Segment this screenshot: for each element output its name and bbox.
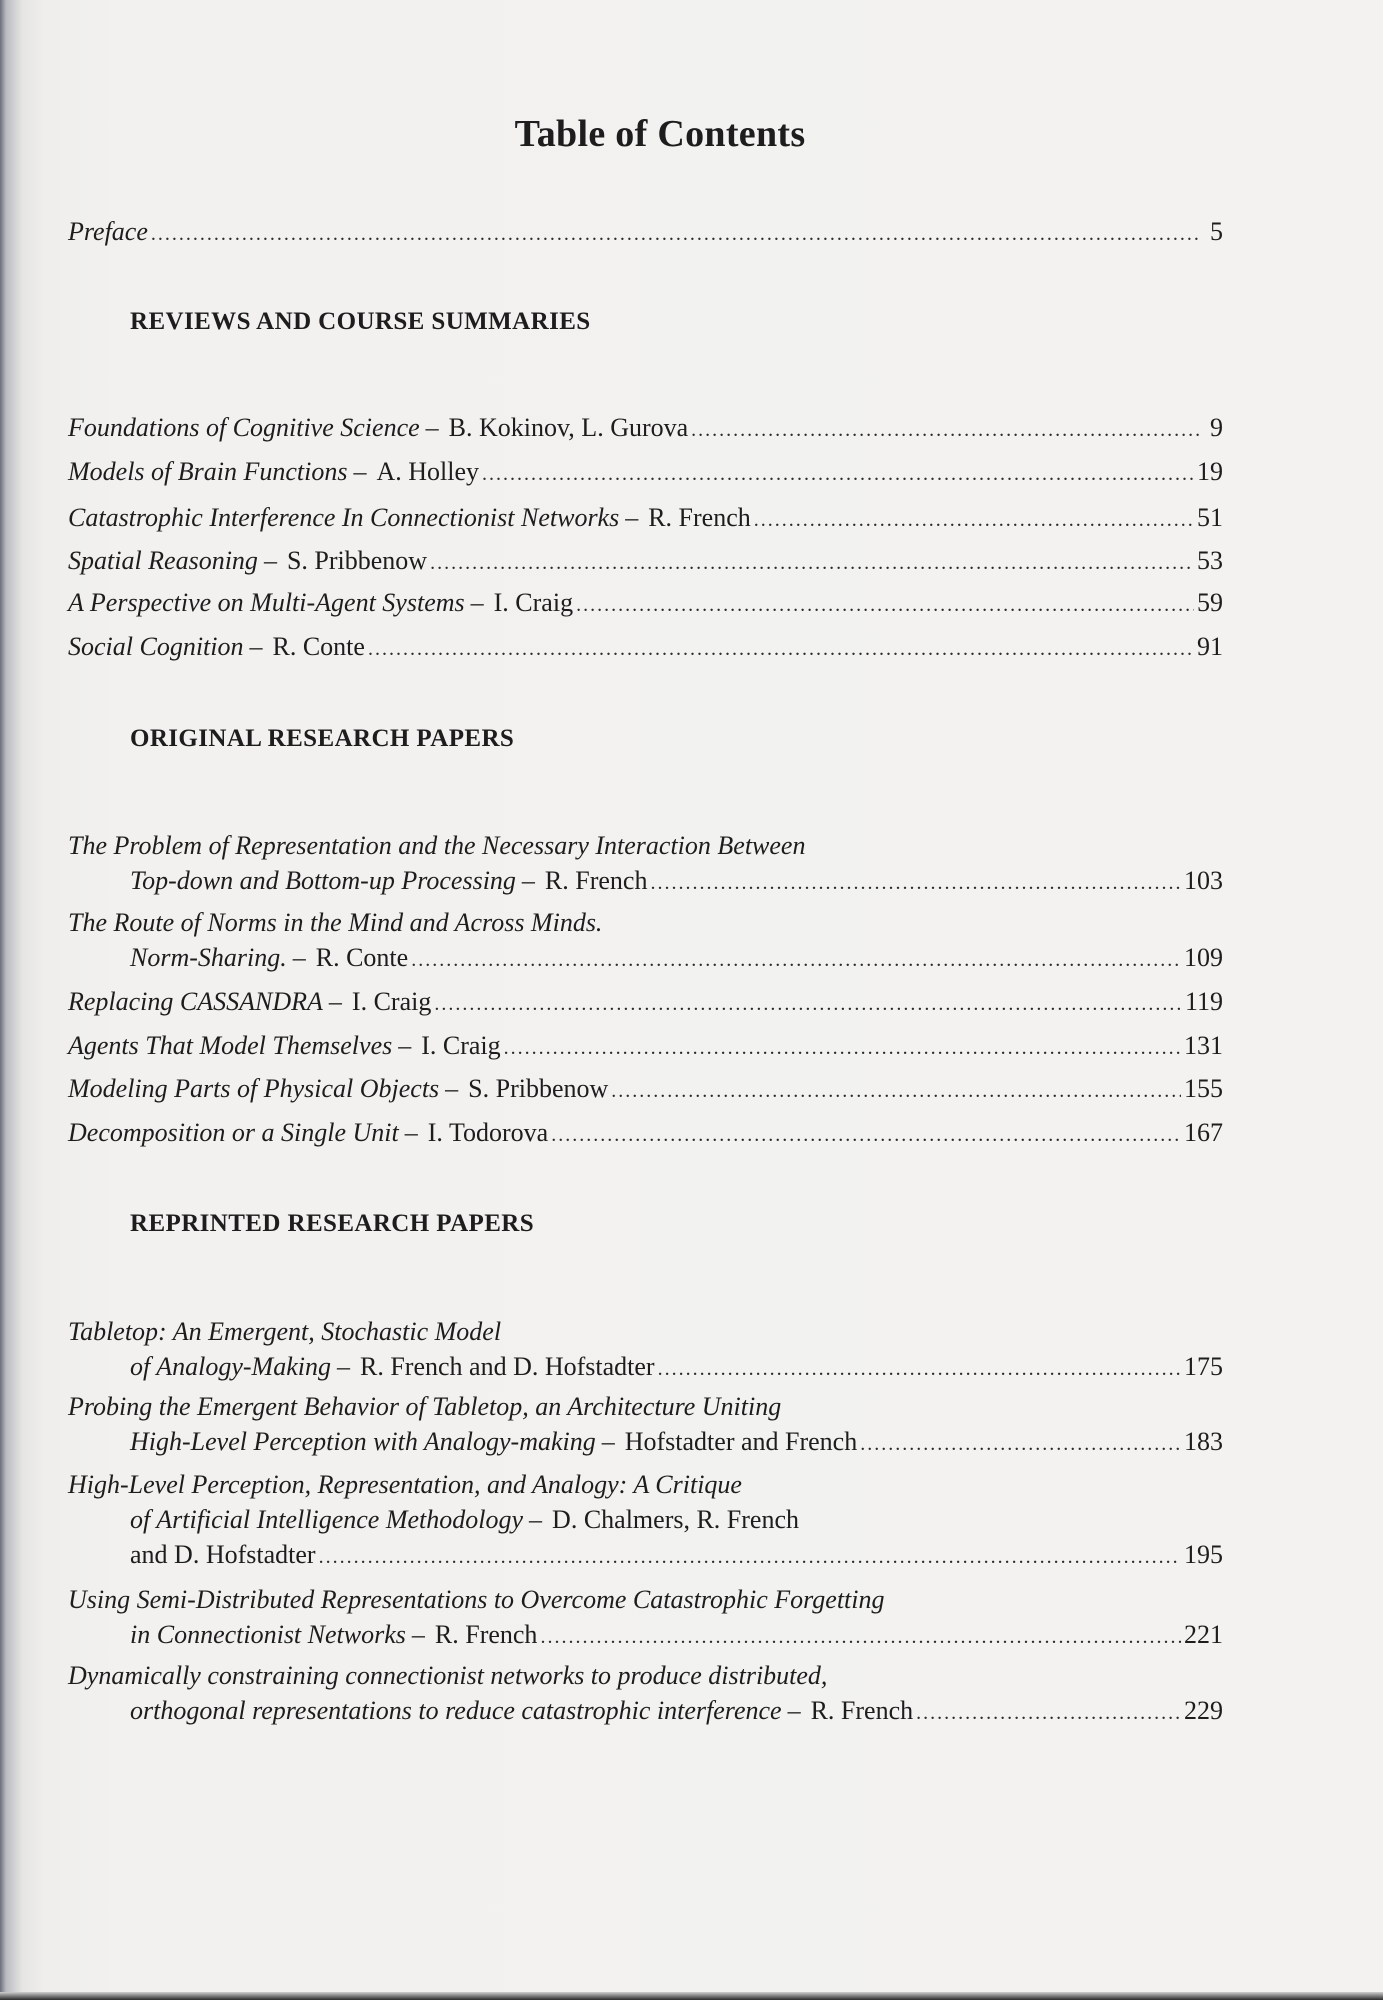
page-number: 155 <box>1184 1074 1223 1103</box>
entry-title: of Artificial Intelligence Methodology <box>130 1505 524 1534</box>
entry-line <box>68 1467 1223 1502</box>
entry-title: A Perspective on Multi-Agent Systems <box>68 588 465 617</box>
entry-title: Spatial Reasoning <box>68 546 258 575</box>
entry-authors: R. French <box>434 1620 538 1649</box>
dot-leader <box>411 943 1181 978</box>
dot-leader <box>430 546 1194 581</box>
entry-authors: I. Todorova <box>427 1118 549 1147</box>
entry-title: of Analogy-Making <box>130 1352 331 1381</box>
dot-leader <box>576 588 1194 623</box>
entry-authors: S. Pribbenow <box>286 546 428 575</box>
toc-entry <box>68 454 1223 489</box>
page-number: 175 <box>1184 1352 1223 1381</box>
page-number: 53 <box>1197 546 1223 575</box>
entry-authors: R. Conte <box>315 943 409 972</box>
entry-authors: S. Pribbenow <box>468 1074 609 1103</box>
entry-authors: R. Conte <box>272 632 365 661</box>
entry-title: High-Level Perception with Analogy-making <box>130 1427 596 1456</box>
entry-authors: Hofstadter and French <box>624 1427 858 1456</box>
entry-authors: I. Craig <box>351 987 432 1016</box>
toc-entry <box>68 1467 1223 1572</box>
dot-leader <box>754 503 1194 538</box>
entry-line <box>68 454 1223 489</box>
page-number: 195 <box>1184 1540 1223 1569</box>
separator-dash: – <box>398 1031 412 1060</box>
toc-entry <box>68 1115 1223 1150</box>
entry-authors: R. French <box>810 1696 914 1725</box>
page-number: 9 <box>1210 413 1223 442</box>
entry-title: in Connectionist Networks <box>130 1620 406 1649</box>
page-number: 109 <box>1184 943 1223 972</box>
entry-title: Probing the Emergent Behavior of Tabletop, an Architecture Uniting <box>68 1392 782 1421</box>
dot-leader <box>916 1696 1181 1731</box>
dot-leader <box>540 1620 1181 1655</box>
entry-line <box>68 905 1223 940</box>
entry-line <box>68 1071 1223 1106</box>
entry-title: Models of Brain Functions <box>68 457 348 486</box>
separator-dash: – <box>787 1696 801 1725</box>
entry-title: The Route of Norms in the Mind and Across Minds. <box>68 908 603 937</box>
toc-entry <box>68 1582 1223 1652</box>
toc-entry <box>68 828 1223 898</box>
separator-dash: – <box>445 1074 459 1103</box>
page-number: 131 <box>1184 1031 1223 1060</box>
toc-entry <box>68 1389 1223 1459</box>
entry-title: The Problem of Representation and the Necessary Interaction Between <box>68 831 806 860</box>
page-number: 103 <box>1184 866 1223 895</box>
dot-leader <box>151 217 1200 252</box>
dot-leader <box>482 457 1194 492</box>
toc-entry <box>68 1658 1223 1728</box>
entry-line <box>68 1693 1223 1728</box>
separator-dash: – <box>336 1352 350 1381</box>
dot-leader <box>368 632 1194 667</box>
entry-authors: B. Kokinov, L. Gurova <box>448 413 689 442</box>
page-number: 183 <box>1184 1427 1223 1456</box>
entry-line <box>68 1028 1223 1063</box>
dot-leader <box>504 1031 1181 1066</box>
separator-dash: – <box>404 1118 418 1147</box>
entry-title: Dynamically constraining connectionist networks to produce distributed, <box>68 1661 828 1690</box>
entry-authors: A. Holley <box>376 457 480 486</box>
page-number: 19 <box>1197 457 1223 486</box>
separator-dash: – <box>625 503 639 532</box>
separator-dash: – <box>353 457 367 486</box>
entry-line <box>68 1502 1223 1537</box>
entry-line <box>68 585 1223 620</box>
entry-title: High-Level Perception, Representation, and Analogy: A Critique <box>68 1470 742 1499</box>
toc-entry <box>68 410 1223 445</box>
entry-line <box>68 940 1223 975</box>
toc-entry <box>68 1028 1223 1063</box>
separator-dash: – <box>292 943 306 972</box>
toc-entry-preface <box>68 214 1223 249</box>
dot-leader <box>611 1074 1181 1109</box>
page-title: Table of Contents <box>514 113 806 155</box>
section-heading: REVIEWS AND COURSE SUMMARIES <box>130 308 591 335</box>
entry-title: orthogonal representations to reduce catastrophic interference <box>130 1696 782 1725</box>
page-number: 119 <box>1184 987 1223 1016</box>
section-heading: ORIGINAL RESEARCH PAPERS <box>130 725 515 752</box>
entry-line <box>68 1314 1223 1349</box>
page-number: 91 <box>1197 632 1223 661</box>
entry-line <box>68 1349 1223 1384</box>
dot-leader <box>319 1540 1181 1575</box>
page-number: 51 <box>1197 503 1223 532</box>
separator-dash: – <box>249 632 263 661</box>
entry-title: Tabletop: An Emergent, Stochastic Model <box>68 1317 502 1346</box>
dot-leader <box>658 1352 1181 1387</box>
entry-title: Top-down and Bottom-up Processing <box>130 866 516 895</box>
entry-line <box>68 1424 1223 1459</box>
dot-leader <box>650 866 1181 901</box>
entry-title: Modeling Parts of Physical Objects <box>68 1074 440 1103</box>
dot-leader <box>434 987 1182 1022</box>
toc-entry <box>68 1071 1223 1106</box>
entry-line <box>68 629 1223 664</box>
entry-line <box>68 984 1223 1019</box>
toc-entry <box>68 905 1223 975</box>
entry-line <box>68 410 1223 445</box>
dot-leader <box>691 413 1200 448</box>
page-number: 5 <box>1210 217 1223 246</box>
entry-title: Using Semi-Distributed Representations to Overcome Catastrophic Forgetting <box>68 1585 885 1614</box>
page-number: 221 <box>1184 1620 1223 1649</box>
entry-authors: D. Chalmers, R. French <box>552 1505 800 1534</box>
entry-title: Replacing CASSANDRA <box>68 987 323 1016</box>
entry-authors: R. French and D. Hofstadter <box>359 1352 655 1381</box>
separator-dash: – <box>529 1505 543 1534</box>
toc-entry <box>68 543 1223 578</box>
dot-leader <box>860 1427 1181 1462</box>
separator-dash: – <box>411 1620 425 1649</box>
entry-authors: R. French <box>648 503 751 532</box>
entry-line <box>68 1617 1223 1652</box>
page-edge-shadow <box>0 1992 1383 2000</box>
entry-title: Catastrophic Interference In Connectionist Networks <box>68 503 620 532</box>
separator-dash: – <box>263 546 277 575</box>
page-number: 59 <box>1197 588 1223 617</box>
dot-leader <box>551 1118 1181 1153</box>
separator-dash: – <box>328 987 342 1016</box>
page-number: 229 <box>1184 1696 1223 1725</box>
entry-line <box>68 543 1223 578</box>
entry-line <box>68 1537 1223 1572</box>
entry-title: Social Cognition <box>68 632 244 661</box>
entry-authors: and D. Hofstadter <box>130 1540 316 1569</box>
separator-dash: – <box>521 866 535 895</box>
separator-dash: – <box>601 1427 615 1456</box>
entry-authors: R. French <box>544 866 648 895</box>
entry-line <box>68 1582 1223 1617</box>
separator-dash: – <box>470 588 484 617</box>
page-number: 167 <box>1184 1118 1223 1147</box>
entry-line <box>68 863 1223 898</box>
toc-entry <box>68 984 1223 1019</box>
toc-entry <box>68 1314 1223 1384</box>
entry-title: Decomposition or a Single Unit <box>68 1118 399 1147</box>
entry-authors: I. Craig <box>421 1031 501 1060</box>
entry-title: Agents That Model Themselves <box>68 1031 393 1060</box>
entry-title: Preface <box>68 217 148 246</box>
section-heading: REPRINTED RESEARCH PAPERS <box>130 1210 535 1237</box>
toc-entry <box>68 500 1223 535</box>
entry-authors: I. Craig <box>493 588 574 617</box>
entry-line <box>68 1115 1223 1150</box>
entry-line <box>68 500 1223 535</box>
toc-entry <box>68 629 1223 664</box>
entry-title: Norm-Sharing. <box>130 943 287 972</box>
entry-line <box>68 1658 1223 1693</box>
entry-title: Foundations of Cognitive Science <box>68 413 420 442</box>
entry-line <box>68 1389 1223 1424</box>
separator-dash: – <box>425 413 439 442</box>
entry-line <box>68 828 1223 863</box>
toc-entry <box>68 585 1223 620</box>
